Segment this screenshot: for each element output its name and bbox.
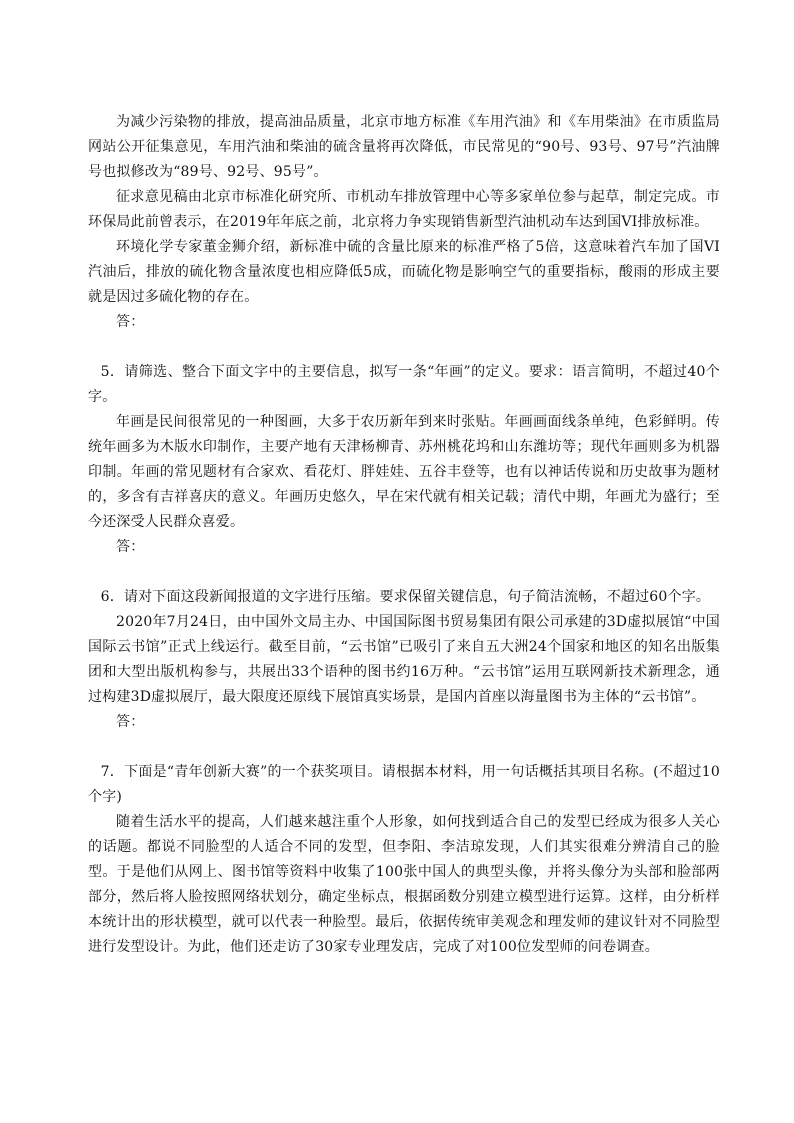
answer-label-5: 答： xyxy=(116,539,145,555)
answer-label-6: 答： xyxy=(116,714,145,730)
spacer xyxy=(88,560,720,585)
spacer xyxy=(88,335,720,360)
document-body xyxy=(88,110,720,960)
question-5-prompt: 5．请筛选、整合下面文字中的主要信息，拟写一条“年画”的定义。要求：语言简明，不超过40个字。 xyxy=(88,364,720,405)
question-7-text: 随着生活水平的提高，人们越来越注重个人形象，如何找到适合自己的发型已经成为很多人关心的话题。都说不同脸型的人适合不同的发型，但李阳、李洁琼发现，人们其实很难分辨清自己的脸型。于是他们从网上、图书馆等资料中收集了100张中国人的典型头像，并将头像分为头部和脸部两部分，然后将人脸按照网络状划分，确定坐标点，根据函数分别建立模型进行运算。这样，由分析样本统计出的形状模型，就可以代表一种脸型。最后，依据传统审美观念和理发师的建议针对不同脸型进行发型设计。为此，他们还走访了30家专业理发店，完成了对100位发型师的问卷调查。 xyxy=(88,814,720,955)
question-6-text: 2020年7月24日，由中国外文局主办、中国国际图书贸易集团有限公司承建的3D虚拟展馆“中国国际云书馆”正式上线运行。截至目前，“云书馆”已吸引了来自五大洲24个国家和地区的知名出版集团和大型出版机构参与，共展出33个语种的图书约16万种。“云书馆”运用互联网新技术新理念，通过构建3D虚拟展厅，最大限度还原线下展馆真实场景，是国内首座以海量图书为主体的“云书馆”。 xyxy=(88,614,720,705)
question-7-prompt: 7．下面是“青年创新大赛”的一个获奖项目。请根据本材料，用一句话概括其项目名称。(不超过10个字) xyxy=(88,764,720,805)
passage-paragraph-3: 环境化学专家董金狮介绍，新标准中硫的含量比原来的标准严格了5倍，这意味着汽车加了国VI汽油后，排放的硫化物含量浓度也相应降低5成，而硫化物是影响空气的重要指标，酸雨的形成主要就是因过多硫化物的存在。 xyxy=(88,239,720,305)
question-6-prompt: 6．请对下面这段新闻报道的文字进行压缩。要求保留关键信息，句子简洁流畅，不超过60个字。 xyxy=(100,589,711,605)
spacer xyxy=(88,735,720,760)
passage-paragraph-2: 征求意见稿由北京市标准化研究所、市机动车排放管理中心等多家单位参与起草，制定完成。市环保局此前曾表示，在2019年年底之前，北京将力争实现销售新型汽油机动车达到国VI排放标准。 xyxy=(88,189,720,230)
question-5-text: 年画是民间很常见的一种图画，大多于农历新年到来时张贴。年画画面线条单纯，色彩鲜明。传统年画多为木版水印制作，主要产地有天津杨柳青、苏州桃花坞和山东潍坊等；现代年画则多为机器印制。年画的常见题材有合家欢、看花灯、胖娃娃、五谷丰登等，也有以神话传说和历史故事为题材的，多含有吉祥喜庆的意义。年画历史悠久，早在宋代就有相关记载；清代中期，年画尤为盛行；至今还深受人民群众喜爱。 xyxy=(88,414,720,530)
answer-label-1: 答： xyxy=(116,314,145,330)
passage-paragraph-1: 为减少污染物的排放，提高油品质量，北京市地方标准《车用汽油》和《车用柴油》在市质监局网站公开征集意见，车用汽油和柴油的硫含量将再次降低，市民常见的“90号、93号、97号”汽油牌号也拟修改为“89号、92号、95号”。 xyxy=(88,114,720,180)
